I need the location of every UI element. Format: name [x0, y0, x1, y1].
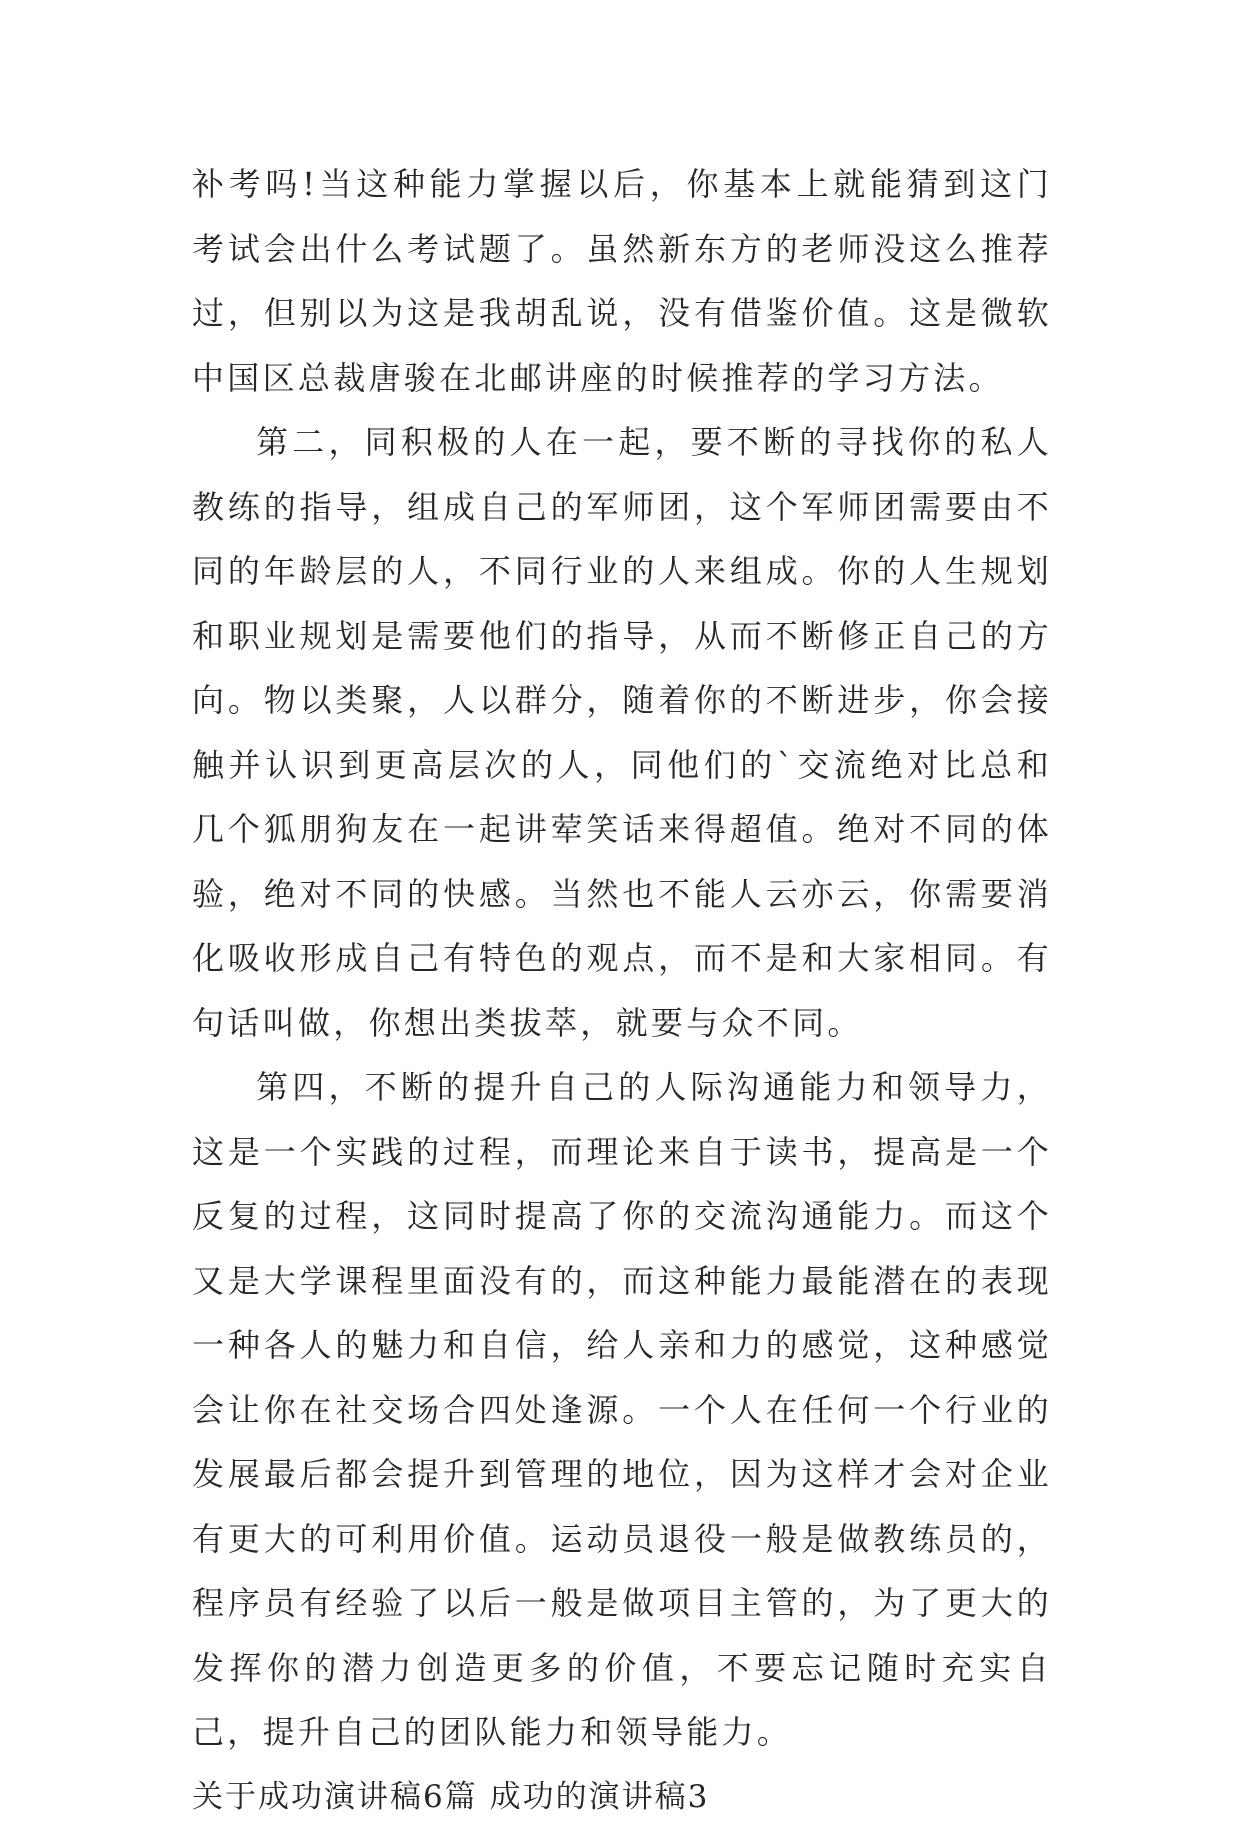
paragraph-3: 第四，不断的提升自己的人际沟通能力和领导力，这是一个实践的过程，而理论来自于读书，提高是一个反复的过程，这同时提高了你的交流沟通能力。而这个又是大学课程里面没有的，而这种能力最能潜在的表现一种各人的魅力和自信，给人亲和力的感觉，这种感觉会让你在社交场合四处逢源。一个人在任何一个行业的发展最后都会提升到管理的地位，因为这样才会对企业有更大的可利用价值。运动员退役一般是做教练员的，程序员有经验了以后一般是做项目主管的，为了更大的发挥你的潜力创造更多的价值，不要忘记随时充实自己，提升自己的团队能力和领导能力。	[192, 1055, 1052, 1765]
paragraph-1: 补考吗!当这种能力掌握以后，你基本上就能猜到这门考试会出什么考试题了。虽然新东方的老师没这么推荐过，但别以为这是我胡乱说，没有借鉴价值。这是微软中国区总裁唐骏在北邮讲座的时候推荐的学习方法。	[192, 152, 1052, 410]
section-heading: 关于成功演讲稿6篇 成功的演讲稿3	[192, 1765, 1052, 1829]
paragraph-2: 第二，同积极的人在一起，要不断的寻找你的私人教练的指导，组成自己的军师团，这个军师团需要由不同的年龄层的人，不同行业的人来组成。你的人生规划和职业规划是需要他们的指导，从而不断修正自己的方向。物以类聚，人以群分，随着你的不断进步，你会接触并认识到更高层次的人，同他们的`交流绝对比总和几个狐朋狗友在一起讲荤笑话来得超值。绝对不同的体验，绝对不同的快感。当然也不能人云亦云，你需要消化吸收形成自己有特色的观点，而不是和大家相同。有句话叫做，你想出类拔萃，就要与众不同。	[192, 410, 1052, 1055]
document-body	[192, 152, 1052, 1829]
